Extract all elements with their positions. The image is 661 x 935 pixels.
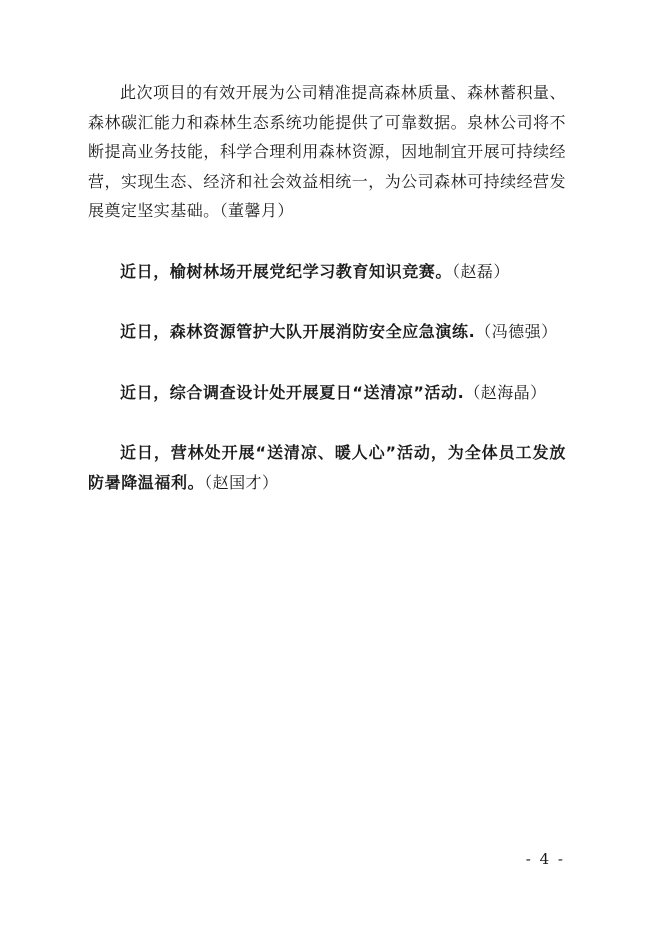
news-item bbox=[88, 378, 566, 408]
news-headline: 近日，榆树林场开展党纪学习教育知识竞赛。 bbox=[120, 261, 453, 281]
news-headline: 近日，森林资源管护大队开展消防安全应急演练. bbox=[120, 322, 476, 341]
news-author: （赵国才） bbox=[204, 472, 279, 492]
news-headline: 近日，综合调查设计处开展夏日“送清凉”活动. bbox=[120, 382, 465, 402]
news-item bbox=[88, 317, 566, 347]
lead-paragraph: 此次项目的有效开展为公司精准提高森林质量、森林蓄积量、森林碳汇能力和森林生态系统功能提供了可靠数据。泉林公司将不断提高业务技能，科学合理利用森林资源，因地制宜开展可持续经营，实现生态、经济和社会效益相统一，为公司森林可持续经营发展奠定坚实基础。（董馨月） bbox=[88, 83, 566, 220]
document-page bbox=[88, 78, 566, 528]
news-item bbox=[88, 438, 566, 497]
news-author: （赵海晶） bbox=[464, 382, 547, 402]
news-headline: 近日，营林处开展“送清凉、暖人心”活动，为全体员工发放防暑降温福利。 bbox=[88, 443, 566, 492]
news-author: （赵磊） bbox=[452, 261, 510, 281]
news-item bbox=[88, 257, 566, 287]
page-number: - 4 - bbox=[525, 850, 565, 868]
news-author: （冯德强） bbox=[475, 322, 558, 341]
